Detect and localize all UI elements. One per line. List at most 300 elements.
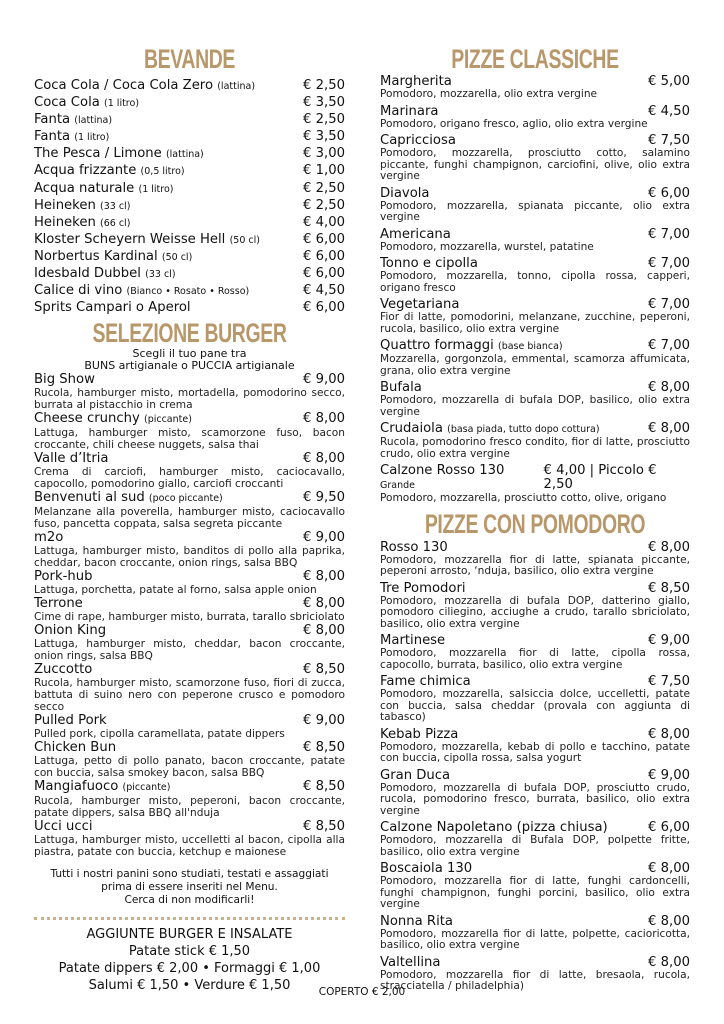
drink-row — [34, 283, 345, 300]
item-note: Grande — [380, 480, 415, 491]
item-description: Pomodoro, mozzarella, tonno, cipolla rossa, capperi, origano fresco — [380, 270, 690, 294]
item-description: Lattuga, petto di pollo panato, bacon croccante, patate con buccia, salsa smokey bacon, salsa BBQ — [34, 755, 345, 780]
item-price: € 9,50 — [303, 490, 345, 506]
item-description: Pomodoro, mozzarella fior di latte, funghi cardoncelli, funghi champignon, funghi porcini, basilico, olio extra vergine — [380, 875, 690, 910]
item-price: € 8,50 — [303, 779, 345, 795]
item-name-wrap — [380, 187, 430, 201]
drink-row — [34, 78, 345, 95]
drink-price: € 6,00 — [303, 231, 345, 247]
menu-item — [380, 381, 690, 418]
drink-name-wrap — [34, 78, 255, 95]
item-name: Bufala — [380, 380, 422, 395]
item-header — [34, 740, 345, 755]
burger-subtitle-1: Scegli il tuo pane tra — [132, 347, 247, 361]
drink-note: (Bianco • Rosato • Rosso) — [126, 286, 250, 298]
item-name: Zuccotto — [34, 662, 93, 678]
drink-name: Fanta — [34, 129, 71, 145]
item-name: Quattro formaggi — [380, 338, 494, 353]
drink-note: (33 cl) — [100, 200, 131, 212]
item-header — [380, 728, 690, 742]
drink-name-wrap — [34, 215, 130, 232]
item-header — [34, 819, 345, 834]
drink-row — [34, 232, 345, 249]
drink-name-wrap — [34, 249, 192, 266]
drink-name-wrap — [34, 163, 185, 180]
menu-item — [380, 464, 690, 505]
burger-note-1: Tutti i nostri panini sono studiati, testati e assaggiati — [50, 868, 329, 881]
drink-name: The Pesca / Limone — [34, 146, 162, 162]
menu-item — [34, 662, 345, 713]
menu-item — [380, 821, 690, 858]
item-description: Pomodoro, mozzarella di bufala DOP, prosciutto crudo, rucola, pomodorino fresco, burrata, basilico, olio extra vergine — [380, 781, 690, 817]
item-header — [34, 530, 345, 545]
item-price: € 7,00 — [648, 297, 690, 312]
item-header — [380, 675, 690, 689]
right-column — [380, 44, 690, 997]
drink-note: (lattina) — [74, 115, 113, 127]
item-name: m2o — [34, 530, 64, 546]
menu-item — [380, 257, 690, 294]
item-name: Chicken Bun — [34, 740, 117, 756]
drink-price: € 2,50 — [303, 112, 345, 128]
item-description: Rucola, hamburger misto, scamorzone fuso, fiori di zucca, battuta di suino nero con peperone crusco e pomodoro secco — [34, 677, 345, 714]
menu-item — [34, 713, 345, 740]
burger-list — [34, 372, 345, 858]
menu-item — [380, 228, 690, 254]
menu-item — [380, 634, 690, 671]
item-price: € 6,00 — [648, 185, 690, 201]
drink-name: Acqua naturale — [34, 180, 135, 196]
item-description: Fior di latte, pomodorini, melanzane, zucchine, peperoni, rucola, basilico, olio extra vergine — [380, 311, 690, 335]
drink-name-wrap — [34, 181, 174, 198]
menu-item — [34, 819, 345, 858]
item-description: Pomodoro, mozzarella, prosciutto cotto, olive, origano — [380, 492, 667, 504]
item-price: € 8,00 — [648, 539, 690, 555]
item-header — [380, 862, 690, 876]
item-price: € 8,00 — [303, 411, 345, 427]
item-header — [34, 596, 345, 611]
drink-name-wrap — [34, 146, 204, 163]
item-name: Vegetariana — [380, 297, 460, 312]
item-name-wrap — [34, 530, 63, 545]
item-name: Capricciosa — [380, 133, 456, 148]
item-name-wrap — [380, 675, 471, 689]
item-name-wrap — [380, 228, 451, 242]
bevande-title: BEVANDE — [143, 44, 236, 74]
item-name-wrap — [34, 569, 92, 584]
item-name-wrap — [380, 464, 544, 493]
item-name: Terrone — [34, 596, 83, 612]
menu-item — [380, 769, 690, 818]
item-header — [380, 582, 690, 596]
classiche-list — [380, 75, 690, 505]
extras-title: AGGIUNTE BURGER E INSALATE — [86, 927, 293, 943]
item-header — [34, 451, 345, 466]
item-price: € 8,00 — [303, 596, 345, 612]
drink-price: € 2,50 — [303, 197, 345, 213]
burger-note-3: Cerca di non modificarli! — [124, 894, 255, 907]
menu-item — [380, 105, 690, 131]
item-name-wrap — [380, 105, 439, 119]
item-header — [380, 134, 690, 148]
drink-name-wrap — [34, 129, 109, 146]
pomodoro-title: PIZZE CON POMODORO — [424, 508, 646, 539]
item-description: Rucola, pomodorino fresco condito, fior di latte, prosciutto crudo, olio extra vergine — [380, 436, 690, 460]
menu-item — [34, 779, 345, 819]
burger-note — [34, 868, 345, 907]
menu-item — [34, 569, 345, 596]
item-name: Margherita — [380, 74, 452, 89]
drink-name: Fanta — [34, 112, 71, 128]
item-header — [380, 75, 690, 89]
item-name: Kebab Pizza — [380, 726, 459, 742]
item-description: Melanzane alla poverella, hamburger misto, caciocavallo fuso, pancetta coppata, salsa segreta piccante — [34, 506, 345, 531]
item-header — [34, 623, 345, 638]
item-price: € 9,00 — [648, 633, 690, 648]
drink-note: (50 cl) — [229, 234, 260, 246]
item-name-wrap — [380, 134, 456, 148]
drink-price: € 6,00 — [303, 300, 345, 316]
menu-item — [380, 187, 690, 224]
item-description: Pomodoro, mozzarella fior di latte, polpette, cacioricotta, basilico, olio extra vergine — [380, 927, 690, 951]
item-price: € 4,50 — [648, 103, 690, 119]
item-name: Pulled Pork — [34, 713, 107, 729]
drink-price: € 6,00 — [303, 266, 345, 282]
burger-note-2: prima di essere inseriti nel Menu. — [101, 881, 278, 894]
drink-name-wrap — [34, 283, 249, 300]
drink-row — [34, 112, 345, 129]
item-price: € 7,50 — [648, 674, 690, 689]
item-header — [380, 464, 690, 493]
burger-title: SELEZIONE BURGER — [92, 318, 287, 349]
item-price: € 8,00 — [648, 954, 690, 970]
drink-note: (0,5 litro) — [140, 166, 185, 178]
item-name-wrap — [380, 956, 440, 970]
drink-row — [34, 181, 345, 198]
menu-item — [34, 451, 345, 490]
item-name-wrap — [34, 662, 92, 677]
item-description: Lattuga, hamburger misto, cheddar, bacon croccante, onion rings, salsa BBQ — [34, 638, 345, 663]
coperto: COPERTO € 2,00 — [318, 986, 406, 998]
item-header — [34, 662, 345, 677]
item-price: € 8,00 — [303, 451, 345, 467]
item-description: Pomodoro, mozzarella, kebab di pollo e tacchino, patate con buccia, cipolla rossa, salsa yogurt — [380, 740, 690, 764]
menu-item — [380, 915, 690, 952]
item-name-wrap — [34, 451, 109, 466]
item-price: € 9,00 — [303, 372, 345, 388]
item-price: € 6,00 — [648, 820, 690, 835]
item-name: Rosso 130 — [380, 539, 448, 555]
item-description: Cime di rape, hamburger misto, burrata, tarallo sbriciolato — [34, 611, 345, 624]
menu-item — [380, 728, 690, 765]
item-name-wrap — [380, 582, 466, 596]
item-name-wrap — [380, 769, 450, 783]
burger-subtitle-2: BUNS artigianale o PUCCIA artigianale — [84, 359, 295, 373]
menu-item — [380, 541, 690, 578]
item-name-wrap — [380, 821, 608, 835]
drink-name: Acqua frizzante — [34, 163, 137, 179]
item-name: Fame chimica — [380, 674, 471, 689]
menu-item — [380, 582, 690, 631]
item-name-wrap — [34, 779, 170, 795]
extras-line-2: Patate dippers € 2,00 • Formaggi € 1,00 — [58, 961, 321, 977]
drink-note: (1 litro) — [138, 183, 174, 195]
item-note: (base bianca) — [498, 341, 563, 352]
item-name-wrap — [380, 634, 445, 648]
drink-row — [34, 300, 345, 316]
menu-item — [34, 623, 345, 662]
menu-item — [380, 422, 690, 460]
drink-price: € 6,00 — [303, 248, 345, 264]
item-price: € 8,00 — [303, 623, 345, 639]
item-header — [380, 228, 690, 242]
item-header — [380, 821, 690, 835]
drink-name-wrap — [34, 95, 139, 112]
item-description: Pomodoro, mozzarella, wurstel, patatine — [380, 240, 594, 253]
item-name-wrap — [34, 490, 223, 506]
item-price: € 9,00 — [303, 530, 345, 546]
item-price: € 8,50 — [648, 580, 690, 596]
menu-item — [34, 740, 345, 779]
item-name-wrap — [380, 422, 600, 437]
item-price: € 7,00 — [648, 338, 690, 353]
item-header — [380, 541, 690, 555]
drink-price: € 4,50 — [303, 283, 345, 299]
item-description: Pomodoro, mozzarella di bufala DOP, datterino giallo, pomodoro ciliegino, acciughe a crudo, tarallo sbriciolato, basilico, olio extra vergine — [380, 594, 690, 630]
item-name: Diavola — [380, 185, 430, 201]
classiche-title: PIZZE CLASSICHE — [451, 44, 619, 74]
item-header — [380, 956, 690, 970]
item-name-wrap — [380, 339, 563, 354]
drink-row — [34, 146, 345, 163]
item-name: Onion King — [34, 623, 107, 639]
extras-section — [34, 926, 345, 994]
drink-note: (lattina) — [165, 149, 204, 161]
item-description: Pomodoro, mozzarella, olio extra vergine — [380, 88, 598, 100]
item-name-wrap — [34, 713, 107, 728]
drink-price: € 3,50 — [303, 129, 345, 145]
item-description: Lattuga, hamburger misto, uccelletti al bacon, cipolla alla piastra, patate con buccia, ketchup e maionese — [34, 834, 345, 859]
drink-note: (lattina) — [217, 81, 256, 92]
drink-row — [34, 129, 345, 146]
item-description: Pomodoro, mozzarella fior di latte, bresaola, rucola, stracciatella / philadelphia) — [380, 968, 690, 992]
drink-note: (1 litro) — [74, 132, 110, 144]
item-price: € 8,00 — [648, 421, 690, 436]
item-header — [380, 187, 690, 201]
item-name-wrap — [34, 819, 93, 834]
drink-name: Coca Cola — [34, 95, 100, 111]
item-description: Pulled pork, cipolla caramellata, patate dippers — [34, 728, 285, 741]
item-name: Tre Pomodori — [380, 580, 466, 596]
item-name-wrap — [380, 298, 459, 312]
drink-name: Calice di vino — [34, 283, 123, 299]
item-name: Benvenuti al sud — [34, 490, 145, 506]
item-header — [34, 411, 345, 427]
drink-price: € 3,50 — [303, 95, 345, 111]
menu-item — [380, 862, 690, 911]
drink-name-wrap — [34, 198, 130, 215]
item-name-wrap — [380, 728, 458, 742]
item-price: € 8,50 — [303, 819, 345, 835]
drink-row — [34, 95, 345, 112]
item-description: Pomodoro, mozzarella, prosciutto cotto, salamino piccante, funghi champignon, carciofini, olive, olio extra vergine — [380, 147, 690, 182]
drink-price: € 3,00 — [303, 146, 345, 162]
item-description: Pomodoro, mozzarella, salsiccia dolce, uccelletti, patate con buccia, salsa cheddar (provala con aggiunta di tabasco) — [380, 688, 690, 723]
item-name: Nonna Rita — [380, 913, 454, 929]
item-description: Pomodoro, mozzarella fior di latte, spianata piccante, peperoni arrosto, ‘nduja, basilico, olio extra vergine — [380, 553, 690, 577]
drink-name: Heineken — [34, 214, 96, 230]
drink-price: € 1,00 — [303, 163, 345, 179]
item-name: Valle d’Itria — [34, 451, 109, 467]
item-description: Pomodoro, mozzarella fior di latte, cipolla rossa, capocollo, burrata, basilico, olio extra vergine — [380, 647, 690, 671]
item-name: Calzone Napoletano (pizza chiusa) — [380, 820, 608, 835]
item-name: Ucci ucci — [34, 819, 93, 835]
item-name-wrap — [380, 75, 452, 89]
drink-name: Idesbald Dubbel — [34, 266, 141, 282]
item-header — [380, 339, 690, 354]
item-header — [34, 569, 345, 584]
item-price: € 9,00 — [303, 713, 345, 729]
pomodoro-list — [380, 541, 690, 993]
item-description: Rucola, hamburger misto, mortadella, pomodorino secco, burrata al pistacchio in crema — [34, 387, 345, 412]
item-name: Crudaiola — [380, 421, 443, 436]
drink-name-wrap — [34, 112, 112, 129]
menu-item — [380, 134, 690, 183]
drinks-list — [34, 78, 345, 316]
item-description: Crema di carciofi, hamburger misto, caciocavallo, capocollo, pomodorino giallo, carciofi croccanti — [34, 466, 345, 491]
drink-price: € 4,00 — [303, 214, 345, 230]
item-header — [34, 490, 345, 506]
item-description: Rucola, hamburger misto, peperoni, bacon croccante, patate dippers, salsa BBQ all'nduja — [34, 795, 345, 820]
drink-note: (50 cl) — [161, 251, 193, 263]
item-name-wrap — [34, 740, 116, 755]
drink-name: Norbertus Kardinal — [34, 248, 158, 264]
item-header — [34, 372, 345, 387]
item-header — [380, 257, 690, 271]
menu-item — [380, 339, 690, 377]
drink-name-wrap — [34, 266, 176, 283]
item-name: Big Show — [34, 372, 95, 388]
left-column — [34, 44, 345, 994]
drink-row — [34, 163, 345, 180]
item-name: Boscaiola 130 — [380, 861, 473, 876]
menu-item — [34, 596, 345, 623]
drink-name: Coca Cola / Coca Cola Zero — [34, 78, 214, 93]
item-price: € 8,50 — [303, 740, 345, 756]
item-price: € 7,00 — [648, 226, 690, 242]
drink-note: (1 litro) — [104, 98, 140, 110]
drink-name-wrap — [34, 232, 260, 249]
item-price: € 8,00 — [648, 913, 690, 929]
item-name-wrap — [34, 411, 192, 427]
drink-price: € 2,50 — [303, 180, 345, 196]
item-name: Marinara — [380, 103, 439, 119]
item-header — [380, 634, 690, 648]
dotted-divider — [34, 917, 345, 920]
item-header — [380, 298, 690, 312]
item-price: € 8,50 — [303, 662, 345, 678]
item-name-wrap — [380, 381, 422, 395]
item-note: (piccante) — [143, 414, 192, 426]
item-header — [34, 779, 345, 795]
drink-name-wrap — [34, 300, 191, 316]
drink-row — [34, 249, 345, 266]
menu-item — [34, 372, 345, 411]
item-price: € 7,50 — [648, 133, 690, 148]
item-name: Tonno e cipolla — [380, 256, 478, 271]
item-description: Lattuga, hamburger misto, scamorzone fuso, bacon croccante, chili cheese nuggets, salsa thai — [34, 427, 345, 452]
menu-item — [34, 490, 345, 530]
item-description: Pomodoro, mozzarella di bufala DOP, basilico, olio extra vergine — [380, 394, 690, 418]
item-name: Calzone Rosso 130 — [380, 463, 505, 478]
drink-row — [34, 266, 345, 283]
item-description: Pomodoro, mozzarella di Bufala DOP, polpette fritte, basilico, olio extra vergine — [380, 834, 690, 858]
menu-item — [34, 530, 345, 569]
item-description: Mozzarella, gorgonzola, emmental, scamorza affumicata, grana, olio extra vergine — [380, 353, 690, 377]
item-name: Gran Duca — [380, 767, 451, 783]
item-name: Valtellina — [380, 954, 441, 970]
item-note: (piccante) — [122, 782, 171, 794]
item-name-wrap — [380, 541, 448, 555]
item-name-wrap — [380, 915, 453, 929]
item-description: Pomodoro, origano fresco, aglio, olio extra vergine — [380, 117, 648, 130]
item-price: € 8,00 — [303, 569, 345, 585]
menu-item — [380, 75, 690, 101]
item-name-wrap — [380, 862, 472, 876]
menu-item — [380, 298, 690, 335]
extras-line-1: Patate stick € 1,50 — [128, 944, 251, 960]
item-header — [380, 381, 690, 395]
item-header — [380, 769, 690, 783]
drink-row — [34, 215, 345, 232]
menu-item — [34, 411, 345, 451]
drink-name: Kloster Scheyern Weisse Hell — [34, 231, 226, 247]
item-price: € 8,00 — [648, 380, 690, 395]
item-name-wrap — [34, 372, 95, 387]
item-description: Lattuga, hamburger misto, banditos di pollo alla paprika, cheddar, bacon croccante, onion rings, salsa BBQ — [34, 545, 345, 570]
item-note: (poco piccante) — [148, 493, 223, 505]
drink-note: (66 cl) — [100, 217, 131, 229]
drink-name: Heineken — [34, 197, 96, 213]
item-name: Martinese — [380, 633, 446, 648]
item-name: Cheese crunchy — [34, 411, 140, 427]
drink-row — [34, 198, 345, 215]
drink-note: (33 cl) — [145, 269, 176, 281]
item-name-wrap — [380, 257, 478, 271]
item-header — [34, 713, 345, 728]
item-price: € 4,00 | Piccolo € 2,50 — [543, 463, 657, 492]
item-name: Mangiafuoco — [34, 779, 119, 795]
drink-price: € 2,50 — [303, 78, 345, 93]
item-description: Lattuga, porchetta, patate al forno, salsa apple onion — [34, 584, 317, 597]
item-price: € 7,00 — [648, 256, 690, 271]
menu-item — [380, 675, 690, 724]
item-note: (basa piada, tutto dopo cottura) — [447, 424, 600, 435]
item-price: € 5,00 — [648, 74, 690, 89]
item-name-wrap — [34, 596, 83, 611]
extras-line-3: Salumi € 1,50 • Verdure € 1,50 — [88, 978, 291, 994]
item-price: € 8,00 — [648, 726, 690, 742]
item-price: € 9,00 — [648, 767, 690, 783]
drink-name: Sprits Campari o Aperol — [34, 300, 191, 316]
item-header — [380, 915, 690, 929]
item-name: Americana — [380, 226, 451, 242]
item-name-wrap — [34, 623, 106, 638]
item-header — [380, 105, 690, 119]
item-header — [380, 422, 690, 437]
item-price: € 8,00 — [648, 861, 690, 876]
item-name: Pork-hub — [34, 569, 93, 585]
